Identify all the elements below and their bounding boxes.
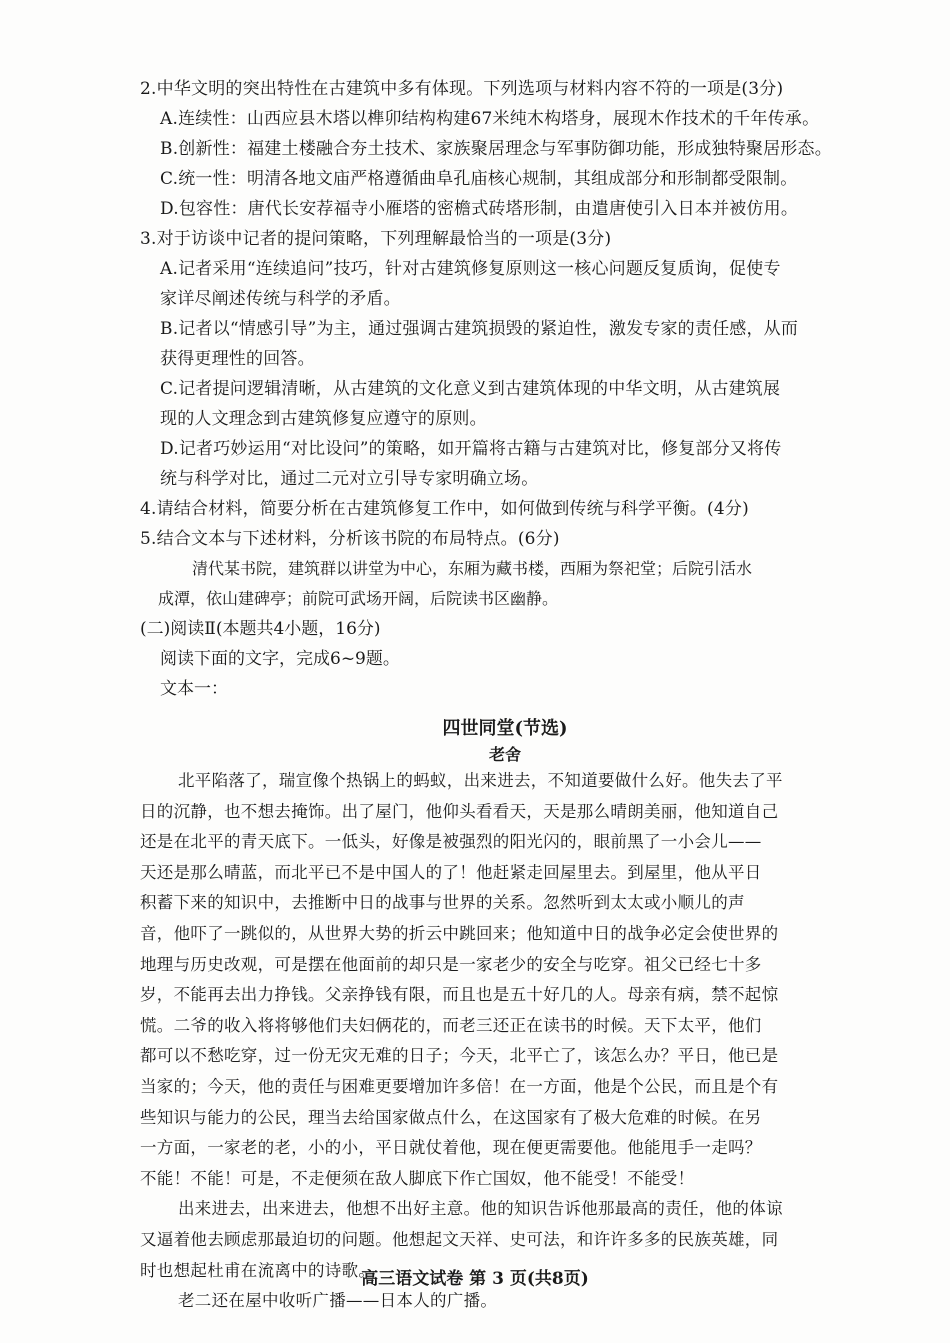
question-3-option-a-line1: A.记者采用“连续追问”技巧，针对古建筑修复原则这一核心问题反复质询，促使专	[160, 259, 781, 279]
question-2-option-d: D.包容性：唐代长安荐福寺小雁塔的密檐式砖塔形制，由遣唐使引入日本并被仿用。	[160, 199, 799, 219]
question-2-option-c: C.统一性：明清各地文庙严格遵循曲阜孔庙核心规制，其组成部分和形制都受限制。	[160, 169, 798, 189]
passage-line: 一方面，一家老的老，小的小，平日就仗着他，现在便更需要他。他能甩手一走吗？	[140, 1138, 762, 1158]
page-footer: 高三语文试卷 第 3 页(共8页)	[361, 1269, 589, 1289]
question-3-option-b-line1: B.记者以“情感引导”为主，通过强调古建筑损毁的紧迫性，激发专家的责任感，从而	[160, 319, 799, 339]
passage-line: 不能！不能！可是，不走便须在敌人脚底下作亡国奴，他不能受！不能受！	[140, 1168, 695, 1188]
question-3-option-d-line1: D.记者巧妙运用“对比设问”的策略，如开篇将古籍与古建筑对比，修复部分又将传	[160, 439, 782, 459]
passage-line: 天还是那么晴蓝，而北平已不是中国人的了！他赶紧走回屋里去。到屋里，他从平日	[140, 862, 762, 882]
question-2-stem: 2.中华文明的突出特性在古建筑中多有体现。下列选项与材料内容不符的一项是(3分)	[140, 79, 784, 99]
passage-paragraph-3	[140, 1286, 870, 1317]
passage-author: 老舍	[488, 745, 521, 764]
text-label: 文本一：	[160, 679, 228, 699]
question-5-stem: 5.结合文本与下述材料，分析该书院的布局特点。(6分)	[140, 529, 560, 549]
passage-line: 当家的；今天，他的责任与困难更要增加许多倍！在一方面，他是个公民，而且是个有	[140, 1076, 779, 1096]
passage-line: 地理与历史改观，可是摆在他面前的却只是一家老少的安全与吃穿。祖父已经七十多	[140, 954, 762, 974]
section-instruction: 阅读下面的文字，完成6~9题。	[160, 649, 400, 669]
question-3-option-c-line2: 现的人文理念到古建筑修复应遵守的原则。	[160, 409, 487, 429]
question-3-option-a-line2: 家详尽阐述传统与科学的矛盾。	[160, 289, 401, 309]
passage-line: 出来进去，出来进去，他想不出好主意。他的知识告诉他那最高的责任，他的体谅	[178, 1199, 783, 1219]
page-content	[140, 74, 870, 1317]
passage-line: 都可以不愁吃穿，过一份无灾无难的日子；今天，北平亡了，该怎么办？平日，他已是	[140, 1046, 779, 1066]
question-5-material-line2: 成潭，依山建碑亭；前院可武场开阔，后院读书区幽静。	[158, 589, 559, 608]
passage-line: 又逼着他去顾虑那最迫切的问题。他想起文天祥、史可法，和许许多多的民族英雄，同	[140, 1229, 779, 1249]
question-3-option-b-line2: 获得更理性的回答。	[160, 349, 315, 369]
passage-line: 日的沉静，也不想去掩饰。出了屋门，他仰头看看天，天是那么晴朗美丽，他知道自己	[140, 801, 779, 821]
question-3-option-c-line1: C.记者提问逻辑清晰，从古建筑的文化意义到古建筑体现的中华文明，从古建筑展	[160, 379, 781, 399]
question-4-stem: 4.请结合材料，简要分析在古建筑修复工作中，如何做到传统与科学平衡。(4分)	[140, 499, 749, 519]
passage-paragraph-1	[140, 766, 870, 1194]
passage-line: 些知识与能力的公民，理当去给国家做点什么，在这国家有了极大危难的时候。在另	[140, 1107, 762, 1127]
question-3-option-d-line2: 统与科学对比，通过二元对立引导专家明确立场。	[160, 469, 539, 489]
passage-line: 老二还在屋中收听广播——日本人的广播。	[178, 1291, 498, 1311]
passage-line: 积蓄下来的知识中，去推断中日的战事与世界的关系。忽然听到太太或小顺儿的声	[140, 893, 745, 913]
passage-line: 还是在北平的青天底下。一低头，好像是被强烈的阳光闪的，眼前黑了一小会儿——	[140, 832, 762, 852]
question-2-option-a: A.连续性：山西应县木塔以榫卯结构构建67米纯木构塔身，展现木作技术的千年传承。	[160, 109, 820, 129]
question-3-stem: 3.对于访谈中记者的提问策略，下列理解最恰当的一项是(3分)	[140, 229, 612, 249]
passage-line: 音，他吓了一跳似的，从世界大势的折云中跳回来；他知道中日的战争必定会使世界的	[140, 923, 779, 943]
passage-line: 岁，不能再去出力挣钱。父亲挣钱有限，而且也是五十好几的人。母亲有病，禁不起惊	[140, 985, 779, 1005]
passage-line: 慌。二爷的收入将将够他们夫妇俩花的，而老三还正在读书的时候。天下太平，他们	[140, 1015, 762, 1035]
passage-line: 北平陷落了，瑞宣像个热锅上的蚂蚁，出来进去，不知道要做什么好。他失去了平	[178, 771, 783, 790]
passage-title: 四世同堂(节选)	[442, 718, 568, 739]
question-2-option-b: B.创新性：福建土楼融合夯土技术、家族聚居理念与军事防御功能，形成独特聚居形态。	[160, 139, 832, 159]
question-5-material-line1: 清代某书院，建筑群以讲堂为中心，东厢为藏书楼，西厢为祭祀堂；后院引活水	[192, 559, 753, 578]
passage-line: 时也想起杜甫在流离中的诗歌。	[140, 1260, 376, 1280]
section-heading: (二)阅读Ⅱ(本题共4小题，16分)	[140, 619, 381, 639]
